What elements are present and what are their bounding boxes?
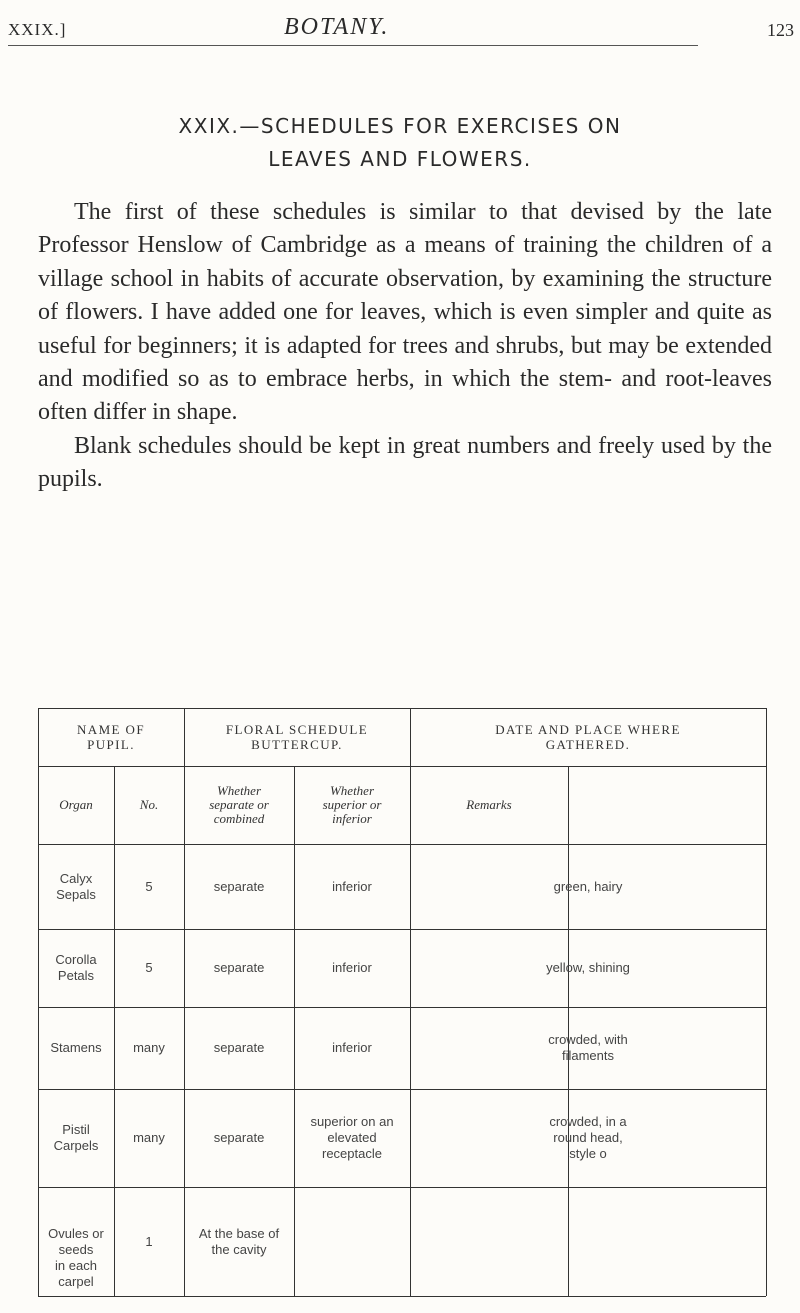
column-header-line: Organ bbox=[59, 797, 93, 812]
table-rule bbox=[38, 1007, 766, 1008]
column-rule bbox=[410, 708, 411, 1296]
section-marker: XXIX.] bbox=[8, 20, 67, 39]
superior-inferior-cell-line: inferior bbox=[332, 960, 372, 975]
superior-inferior-cell-line: inferior bbox=[332, 1040, 372, 1055]
date-place-caption bbox=[410, 722, 766, 752]
table-rule bbox=[38, 708, 766, 709]
column-header-line: Whether bbox=[216, 783, 262, 798]
column-header bbox=[184, 784, 294, 826]
number-cell: many bbox=[133, 1040, 165, 1055]
column-rule bbox=[38, 708, 39, 1296]
pupil-name-caption-line: PUPIL. bbox=[87, 737, 135, 752]
separate-combined-cell-line: separate bbox=[213, 1130, 265, 1145]
table-rule bbox=[38, 1296, 766, 1297]
organ-cell-line: Petals bbox=[57, 968, 95, 983]
remarks-cell bbox=[410, 1032, 766, 1064]
floral-schedule-caption-line: FLORAL SCHEDULE bbox=[225, 722, 369, 737]
pupil-name-caption-line: NAME OF bbox=[77, 722, 145, 737]
column-header bbox=[294, 784, 410, 826]
running-header bbox=[8, 14, 794, 54]
column-header-line: superior or bbox=[322, 797, 382, 812]
remarks-cell bbox=[410, 960, 766, 976]
remarks-cell-line: filaments bbox=[561, 1048, 615, 1063]
organ-cell-line: Calyx bbox=[59, 870, 93, 886]
superior-inferior-cell-line: receptacle bbox=[322, 1146, 382, 1161]
organ-cell-line: Stamens bbox=[50, 1040, 102, 1055]
table-rule bbox=[38, 929, 766, 930]
separate-combined-cell-line: At the base of bbox=[198, 1225, 280, 1241]
floral-schedule-table bbox=[38, 708, 766, 1296]
column-rule bbox=[114, 766, 115, 1296]
superior-inferior-cell-line: elevated bbox=[327, 1130, 377, 1145]
organ-cell-line: Corolla bbox=[55, 952, 97, 967]
organ-cell-line: in each carpel bbox=[55, 1257, 97, 1289]
number-cell: 5 bbox=[145, 878, 153, 894]
page-number: 123 bbox=[767, 20, 794, 40]
separate-combined-cell bbox=[184, 1130, 294, 1146]
organ-cell bbox=[38, 871, 114, 903]
column-header bbox=[410, 798, 568, 812]
superior-inferior-cell bbox=[294, 879, 410, 895]
number-cell: 1 bbox=[145, 1233, 153, 1249]
floral-schedule-caption bbox=[184, 722, 410, 752]
column-header-line: No. bbox=[139, 797, 159, 812]
column-header bbox=[114, 798, 184, 812]
body-text bbox=[38, 196, 772, 497]
paragraph: The first of these schedules is similar to that devised by the late Professor Henslow of Cambridge as a means of training the children of a village school in habits of accurate observation, by examining the structure of flowers. I have added one for leaves, which is even simpler and quite as useful for beginners; it is adapted for trees and shrubs, but may be extended and modified so as to embrace herbs, in which the stem- and root-leaves often differ in shape. bbox=[38, 199, 772, 426]
superior-inferior-cell-line: superior on an bbox=[310, 1114, 394, 1129]
number-cell: 5 bbox=[145, 960, 153, 975]
organ-cell-line: Ovules or seeds bbox=[48, 1225, 104, 1257]
column-header-line: Whether bbox=[329, 783, 375, 798]
chapter-title-line: LEAVES AND FLOWERS. bbox=[268, 147, 532, 171]
paragraph: Blank schedules should be kept in great numbers and freely used by the pupils. bbox=[38, 432, 772, 493]
remarks-cell-line: crowded, with bbox=[548, 1032, 628, 1047]
number-cell: many bbox=[133, 1130, 165, 1145]
separate-combined-cell bbox=[184, 879, 294, 895]
superior-inferior-cell bbox=[294, 960, 410, 976]
superior-inferior-cell bbox=[294, 1040, 410, 1056]
table-rule bbox=[38, 766, 766, 767]
separate-combined-cell-line: separate bbox=[213, 1040, 265, 1055]
chapter-title bbox=[0, 110, 800, 176]
column-header bbox=[38, 798, 114, 812]
remarks-cell-line: green, hairy bbox=[553, 878, 623, 894]
running-title: BOTANY. bbox=[284, 14, 390, 40]
separate-combined-cell bbox=[184, 960, 294, 976]
column-rule bbox=[766, 708, 767, 1296]
column-rule bbox=[294, 766, 295, 1296]
separate-combined-cell bbox=[184, 1226, 294, 1258]
remarks-cell-line: style o bbox=[569, 1146, 607, 1161]
organ-cell bbox=[38, 952, 114, 984]
column-header-line: separate or bbox=[209, 797, 269, 812]
header-rule bbox=[8, 45, 698, 46]
separate-combined-cell-line: separate bbox=[213, 960, 265, 975]
organ-cell bbox=[38, 1226, 114, 1290]
floral-schedule-caption-line: BUTTERCUP. bbox=[251, 737, 343, 752]
date-place-caption-line: DATE AND PLACE WHERE bbox=[495, 722, 681, 737]
remarks-cell-line: round head, bbox=[553, 1130, 623, 1145]
column-header-line: inferior bbox=[332, 811, 372, 826]
organ-cell bbox=[38, 1122, 114, 1154]
remarks-cell-line: yellow, shining bbox=[546, 960, 630, 975]
chapter-title-line: XXIX.—SCHEDULES FOR EXERCISES ON bbox=[178, 114, 622, 138]
column-header-line: combined bbox=[213, 811, 265, 826]
column-header-line: Remarks bbox=[466, 797, 512, 812]
table-rule bbox=[38, 844, 766, 845]
separate-combined-cell bbox=[184, 1040, 294, 1056]
organ-cell-line: Pistil bbox=[62, 1122, 90, 1137]
table-rule bbox=[38, 1089, 766, 1090]
superior-inferior-cell-line: inferior bbox=[332, 878, 372, 894]
separate-combined-cell-line: the cavity bbox=[211, 1241, 267, 1257]
remarks-cell-line: crowded, in a bbox=[549, 1114, 627, 1129]
organ-cell-line: Sepals bbox=[56, 886, 96, 902]
column-rule bbox=[568, 766, 569, 1296]
organ-cell-line: Carpels bbox=[53, 1138, 99, 1153]
separate-combined-cell-line: separate bbox=[213, 878, 265, 894]
pupil-name-caption bbox=[38, 722, 184, 752]
date-place-caption-line: GATHERED. bbox=[545, 737, 631, 752]
remarks-cell bbox=[410, 1114, 766, 1162]
superior-inferior-cell bbox=[294, 1114, 410, 1162]
remarks-cell bbox=[410, 879, 766, 895]
table-rule bbox=[38, 1187, 766, 1188]
organ-cell bbox=[38, 1040, 114, 1056]
